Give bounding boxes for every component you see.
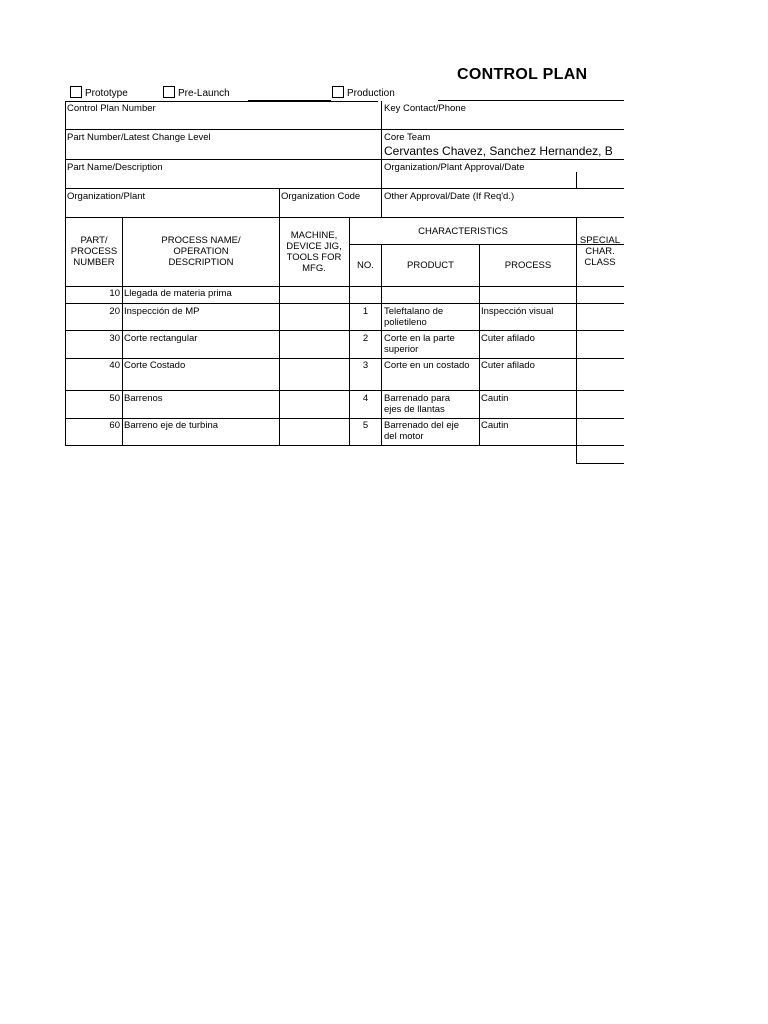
title-underline (438, 100, 624, 101)
header-line-3 (65, 188, 624, 189)
row-line-2 (65, 330, 624, 331)
approval-tick (576, 172, 577, 188)
row-4-process: Cuter afilado (481, 360, 535, 371)
row-6-name: Barreno eje de turbina (124, 420, 219, 431)
col-header-part-number: PART/ PROCESS NUMBER (70, 235, 118, 268)
part-name-label: Part Name/Description (67, 162, 163, 173)
org-plant-label: Organization/Plant (67, 191, 146, 202)
col-header-process-name: PROCESS NAME/ OPERATION DESCRIPTION (161, 235, 241, 268)
col-header-process: PROCESS (504, 260, 552, 271)
row-4-name: Corte Costado (124, 360, 186, 371)
control-plan-number-label: Control Plan Number (67, 103, 156, 114)
header-mid-divider (381, 101, 382, 217)
header-line-2 (65, 159, 624, 160)
header-org-divider (279, 188, 280, 217)
row-line-4 (65, 390, 624, 391)
key-contact-label: Key Contact/Phone (384, 103, 466, 114)
header-line-3b (577, 188, 624, 189)
row-line-3 (65, 358, 624, 359)
col-divider-5 (479, 244, 480, 445)
prototype-label: Prototype (85, 88, 128, 99)
pre-launch-checkbox[interactable] (163, 86, 175, 98)
production-option[interactable] (332, 86, 395, 99)
col-divider-4 (381, 244, 382, 445)
row-2-name: Inspección de MP (124, 306, 200, 317)
col-divider-1 (122, 217, 123, 445)
header-left-edge (65, 101, 66, 217)
row-5-product: Barrenado para ejes de llantas (384, 393, 451, 415)
col-header-machine: MACHINE, DEVICE JIG, TOOLS FOR MFG. (286, 230, 342, 274)
row-2-number: 20 (109, 306, 120, 317)
row-4-product: Corte en un costado (384, 360, 470, 371)
pre-launch-option[interactable] (163, 86, 230, 99)
other-approval-label: Other Approval/Date (If Req'd.) (384, 191, 515, 202)
row-5-name: Barrenos (124, 393, 163, 404)
org-plant-approval-label: Organization/Plant Approval/Date (384, 162, 525, 173)
row-3-name: Corte rectangular (124, 333, 198, 344)
part-number-label: Part Number/Latest Change Level (67, 132, 211, 143)
row-6-product: Barrenado del eje del motor (384, 420, 459, 442)
production-label: Production (347, 88, 395, 99)
row-5-no: 4 (362, 393, 369, 404)
row-1-name: Llegada de materia prima (124, 288, 232, 299)
row-6-process: Cautin (481, 420, 509, 431)
table-top-line (65, 217, 624, 218)
row-4-no: 3 (362, 360, 369, 371)
org-code-label: Organization Code (281, 191, 361, 202)
row-6-number: 60 (109, 420, 120, 431)
core-team-value[interactable]: Cervantes Chavez, Sanchez Hernandez, B (384, 144, 613, 158)
special-extra-line (576, 463, 624, 464)
row-5-number: 50 (109, 393, 120, 404)
table-header-bottom (65, 286, 624, 287)
row-1-number: 10 (109, 288, 120, 299)
row-2-no: 1 (362, 306, 369, 317)
row-3-product: Corte en la parte superior (384, 333, 455, 355)
production-checkbox[interactable] (332, 86, 344, 98)
header-line-1 (65, 129, 624, 130)
row-line-1 (65, 303, 624, 304)
row-line-5 (65, 418, 624, 419)
row-3-process: Cuter afilado (481, 333, 535, 344)
row-4-number: 40 (109, 360, 120, 371)
row-3-number: 30 (109, 333, 120, 344)
row-2-product: Teleftalano de polietileno (384, 306, 444, 328)
col-header-characteristics: CHARACTERISTICS (418, 226, 508, 237)
row-6-no: 5 (362, 420, 369, 431)
row-5-process: Cautin (481, 393, 509, 404)
prototype-option[interactable] (70, 86, 128, 99)
col-header-special-class: SPECIAL CHAR. CLASS (579, 235, 621, 268)
document-title: CONTROL PLAN (457, 66, 588, 83)
pre-launch-label: Pre-Launch (178, 88, 230, 99)
row-2-process: Inspección visual (481, 306, 554, 317)
col-header-no: NO. (357, 260, 374, 271)
row-line-6 (65, 445, 624, 446)
prototype-checkbox[interactable] (70, 86, 82, 98)
row-3-no: 2 (362, 333, 369, 344)
col-divider-3 (349, 217, 350, 445)
core-team-label: Core Team (384, 132, 431, 143)
col-divider-2 (279, 217, 280, 445)
header-top-line (65, 101, 378, 102)
col-header-product: PRODUCT (407, 260, 454, 271)
